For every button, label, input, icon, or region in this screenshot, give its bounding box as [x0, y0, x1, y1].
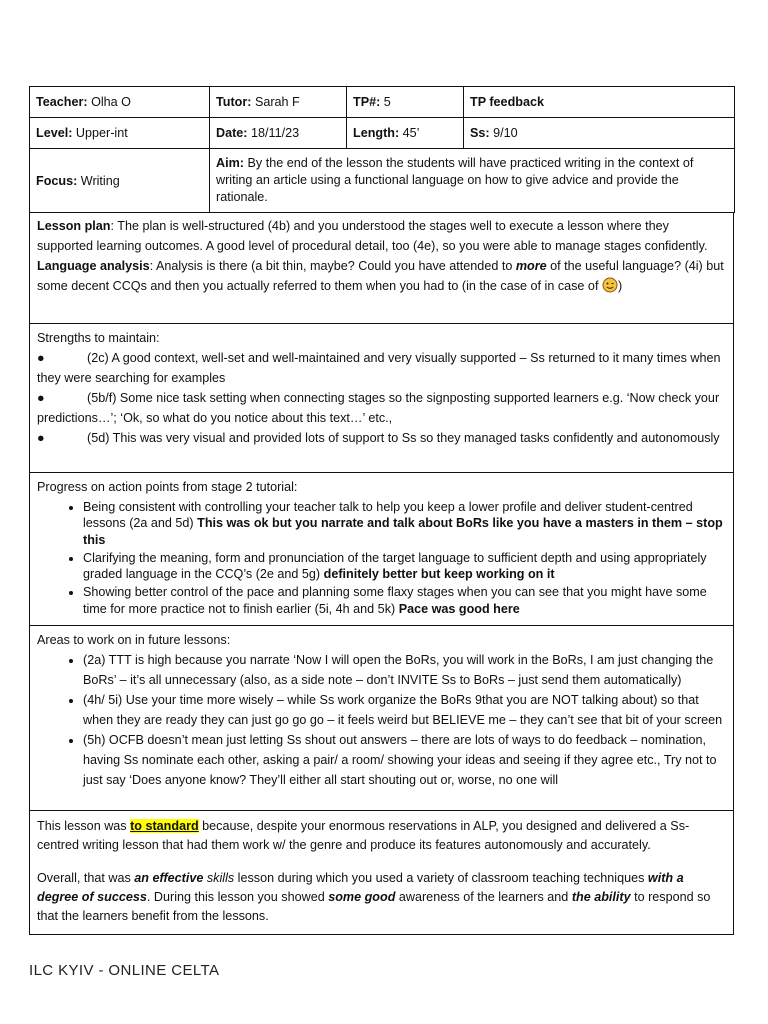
progress-item-comment: This was ok but you narrate and talk about BoRs like you have a masters in them – stop this — [83, 516, 723, 547]
focus-value: Writing — [80, 173, 120, 188]
date-value: 18/11/23 — [251, 126, 300, 140]
focus-label: Focus: — [36, 173, 78, 188]
progress-item-text: Clarifying the meaning, form and pronunciation of the target language to sufficient depth and using appropriately graded language in the CCQ’s (2e and 5g) — [83, 550, 707, 581]
date-label: Date: — [216, 126, 248, 140]
progress-item — [83, 550, 726, 583]
progress-item — [83, 499, 726, 549]
aim-label: Aim: — [216, 156, 244, 170]
summary-emphasis: the ability — [571, 890, 631, 904]
standard-highlight: to standard — [130, 819, 199, 833]
summary-paragraph-standard — [37, 817, 726, 855]
title-cell — [464, 87, 735, 118]
progress-item-comment: definitely better but keep working on it — [323, 567, 555, 581]
teacher-value: Olha O — [91, 95, 131, 109]
language-analysis-text-a: : Analysis is there (a bit thin, maybe? Could you have attended to — [149, 259, 516, 273]
level-label: Level: — [36, 126, 73, 140]
date-cell — [210, 118, 347, 149]
smiley-emoji-icon — [602, 277, 618, 299]
level-value: Upper-int — [75, 126, 128, 140]
strengths-heading: Strengths to maintain: — [37, 331, 160, 345]
header-table — [29, 86, 735, 213]
lesson-plan-label: Lesson plan — [37, 219, 111, 233]
summary-emphasis: with a degree of success — [37, 871, 684, 904]
doc-title: TP feedback — [470, 95, 544, 109]
summary-text: lesson during which you used a variety of classroom teaching techniques — [234, 871, 648, 885]
teacher-cell — [30, 87, 210, 118]
teacher-label: Teacher: — [36, 95, 88, 109]
tp-value: 5 — [383, 95, 391, 109]
strength-item-text: (5b/f) Some nice task setting when connecting stages so the signposting supported learners e.g. ‘Now check your predictions…’; ‘Ok, so what do you notice about this text…’ etc., — [37, 391, 720, 425]
tutor-label: Tutor: — [216, 95, 252, 109]
area-item: • (2a) TTT is high because you narrate ‘Now I will open the BoRs, you will work in the BoRs, I am just changing the BoRs’ – it’s all unnecessary (also, as a side note – don’t INVITE Ss to BoRs – just send them automatically) — [83, 650, 726, 690]
strengths-section — [29, 324, 734, 473]
tutor-cell — [210, 87, 347, 118]
progress-item-text: Being consistent with controlling your teacher talk to help you keep a lower profile and deliver student-centred lessons (2a and 5d) — [83, 499, 693, 530]
length-value: 45’ — [402, 126, 420, 140]
summary-section — [29, 811, 734, 935]
summary-italic: skills — [203, 871, 235, 885]
summary-emphasis: an effective — [134, 871, 204, 885]
lesson-plan-section — [29, 212, 734, 324]
area-item: • (5h) OCFB doesn’t mean just letting Ss shout out answers – there are lots of ways to do feedback – nomination, having Ss nominate each other, asking a pair/ a room/ showing your ideas and seeing if they agree etc., Try not to just say ‘Does anyone know? They’ll either all start shouting out or, worse, no one will — [83, 730, 726, 790]
summary-emphasis: some good — [328, 890, 396, 904]
length-label: Length: — [353, 126, 400, 140]
areas-list — [37, 650, 726, 790]
language-analysis-text-b: of the useful language? (4i) but some decent CCQs and then you actually referred to them when you had to (in the case of in case of — [37, 259, 724, 293]
summary-text: Overall, that was — [37, 871, 135, 885]
language-analysis-end: ) — [617, 279, 623, 293]
summary-text: This lesson was — [37, 819, 131, 833]
summary-text: because, despite your enormous reservations in ALP, you designed and delivered a Ss-centred writing lesson that had them work w/ the genre and produce its features autonomously and accurately. — [37, 819, 690, 852]
progress-list — [37, 499, 726, 618]
aim-cell — [210, 149, 735, 213]
bullet-dot-icon: ● — [37, 431, 45, 445]
lesson-plan-text: : The plan is well-structured (4b) and you understood the stages well to execute a lesson where they supported learning outcomes. A good level of procedural detail, too (4e), so you were able to manage stages confidently. — [37, 219, 708, 253]
progress-item-text: Showing better control of the pace and planning some flaxy stages when you can see that you might have some time for more practice not to finish earlier (5i, 4h and 5k) — [83, 585, 707, 616]
tp-cell — [347, 87, 464, 118]
summary-paragraph-overall — [37, 869, 726, 926]
focus-cell — [30, 149, 210, 213]
language-analysis-label: Language analysis — [37, 259, 150, 273]
strength-item — [37, 348, 726, 388]
area-item: • (4h/ 5i) Use your time more wisely – while Ss work organize the BoRs 9that you are NOT talking about) so that when they are ready they can just go go go – it feels weird but BELIEVE me – they can’t see that bit of your screen — [83, 690, 726, 730]
strength-item — [37, 428, 726, 448]
tp-label: TP#: — [353, 95, 381, 109]
areas-heading: Areas to work on in future lessons: — [37, 633, 231, 647]
aim-value: By the end of the lesson the students will have practiced writing in the context of writing an article using a functional language on how to give advice and provide the rationale. — [216, 156, 694, 204]
bullet-dot-icon: ● — [37, 391, 45, 405]
progress-heading: Progress on action points from stage 2 tutorial: — [37, 480, 298, 494]
footer-org: ILC KYIV - ONLINE CELTA — [29, 962, 220, 979]
summary-text: . During this lesson you showed — [146, 890, 329, 904]
ss-cell — [464, 118, 735, 149]
progress-item-comment: Pace was good here — [398, 601, 520, 616]
strength-item-text: (2c) A good context, well-set and well-maintained and very visually supported – Ss returned to it many times when they were searching for examples — [37, 351, 721, 385]
summary-text: awareness of the learners and — [395, 890, 572, 904]
summary-text: to respond so that the learners benefit from the lessons. — [37, 890, 711, 923]
language-analysis-emphasis: more — [515, 259, 547, 273]
ss-label: Ss: — [470, 126, 490, 140]
strength-item — [37, 388, 726, 428]
bullet-dot-icon: ● — [37, 351, 45, 365]
tutor-value: Sarah F — [254, 95, 300, 109]
areas-section — [29, 626, 734, 811]
ss-value: 9/10 — [493, 126, 518, 140]
level-cell — [30, 118, 210, 149]
strength-item-text: (5d) This was very visual and provided lots of support to Ss so they managed tasks confidently and autonomously — [87, 431, 720, 445]
progress-item — [83, 584, 726, 617]
progress-section — [29, 473, 734, 626]
length-cell — [347, 118, 464, 149]
